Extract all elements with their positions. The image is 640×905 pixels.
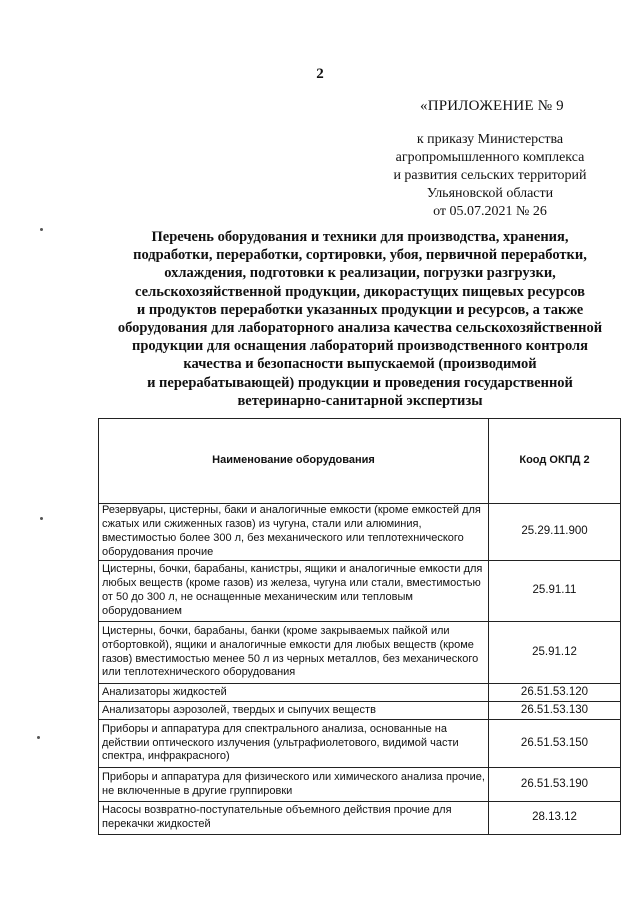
equipment-name: Резервуары, цистерны, баки и аналогичные емкости (кроме емкостей для сжатых или сжиженных газов) из чугуна, стали или алюминия, вместимостью более 300 л, без механического или теплотехнического оборудования прочие — [99, 504, 489, 561]
table-row — [99, 684, 621, 702]
title-line: ветеринарно-санитарной экспертизы — [237, 392, 483, 409]
title-line: Перечень оборудования и техники для производства, хранения, — [151, 229, 569, 245]
annex-reference — [380, 131, 600, 221]
equipment-name: Приборы и аппаратура для физического или химического анализа прочие, не включенные в другие группировки — [99, 768, 489, 802]
page-number: 2 — [316, 66, 324, 82]
okpd2-code: 25.91.11 — [489, 561, 621, 622]
table-header-row — [99, 419, 621, 504]
equipment-table — [98, 418, 621, 835]
annex-ref-line: и развития сельских территорий — [393, 168, 587, 183]
table-row — [99, 561, 621, 622]
equipment-name: Анализаторы жидкостей — [99, 684, 489, 702]
scan-speck — [37, 736, 40, 739]
table-row — [99, 802, 621, 835]
scan-speck — [40, 517, 43, 520]
table-row — [99, 622, 621, 684]
title-line: сельскохозяйственной продукции, дикорастущих пищевых ресурсов — [135, 283, 585, 300]
title-line: качества и безопасности выпускаемой (производимой — [183, 356, 537, 373]
equipment-name: Цистерны, бочки, барабаны, банки (кроме закрываемых пайкой или отбортовкой), ящики и аналогичные емкости для любых веществ (кроме газов) вместимостью менее 50 л из черных металлов, без механического или теплотехнического оборудования — [99, 622, 489, 684]
okpd2-code: 26.51.53.150 — [489, 720, 621, 768]
equipment-name: Насосы возвратно-поступательные объемного действия прочие для перекачки жидкостей — [99, 802, 489, 835]
table-row — [99, 702, 621, 720]
title-line: оборудования для лабораторного анализа качества сельскохозяйственной — [117, 320, 603, 337]
table-row — [99, 768, 621, 802]
okpd2-code: 26.51.53.120 — [489, 684, 621, 702]
equipment-name: Приборы и аппаратура для спектрального анализа, основанные на действии оптического излучения (ультрафиолетового, видимой части спектра, инфракрасного) — [99, 720, 489, 768]
okpd2-code: 26.51.53.130 — [489, 702, 621, 720]
document-title — [95, 228, 625, 410]
title-line: охлаждения, подготовки к реализации, погрузки разгрузки, — [164, 265, 556, 282]
title-line: и перерабатывающей) продукции и проведения государственной — [147, 374, 573, 391]
annex-ref-date: от 05.07.2021 № 26 — [433, 204, 547, 219]
annex-ref-line: агропромышленного комплекса — [395, 150, 585, 165]
equipment-name: Анализаторы аэрозолей, твердых и сыпучих веществ — [99, 702, 489, 720]
equipment-name: Цистерны, бочки, барабаны, канистры, ящики и аналогичные емкости для любых веществ (кроме газов) из железа, чугуна или стали, вместимостью от 50 до 300 л, не оснащенные механическим или тепловым оборудованием — [99, 561, 489, 622]
table-row — [99, 720, 621, 768]
okpd2-code: 26.51.53.190 — [489, 768, 621, 802]
annex-ref-line: Ульяновской области — [426, 186, 554, 201]
annex-title: «ПРИЛОЖЕНИЕ № 9 — [420, 98, 564, 114]
header-equipment-name: Наименование оборудования — [99, 419, 489, 504]
annex-ref-line: к приказу Министерства — [416, 132, 564, 147]
header-okpd2-code: Коод ОКПД 2 — [489, 419, 621, 504]
title-line: подработки, переработки, сортировки, убоя, первичной переработки, — [133, 247, 587, 264]
title-line: и продуктов переработки указанных продукции и ресурсов, а также — [136, 301, 584, 318]
okpd2-code: 25.29.11.900 — [489, 504, 621, 561]
scan-speck — [40, 228, 43, 231]
title-line: продукции для оснащения лабораторий производственного контроля — [132, 338, 588, 355]
table-row — [99, 504, 621, 561]
okpd2-code: 25.91.12 — [489, 622, 621, 684]
okpd2-code: 28.13.12 — [489, 802, 621, 835]
